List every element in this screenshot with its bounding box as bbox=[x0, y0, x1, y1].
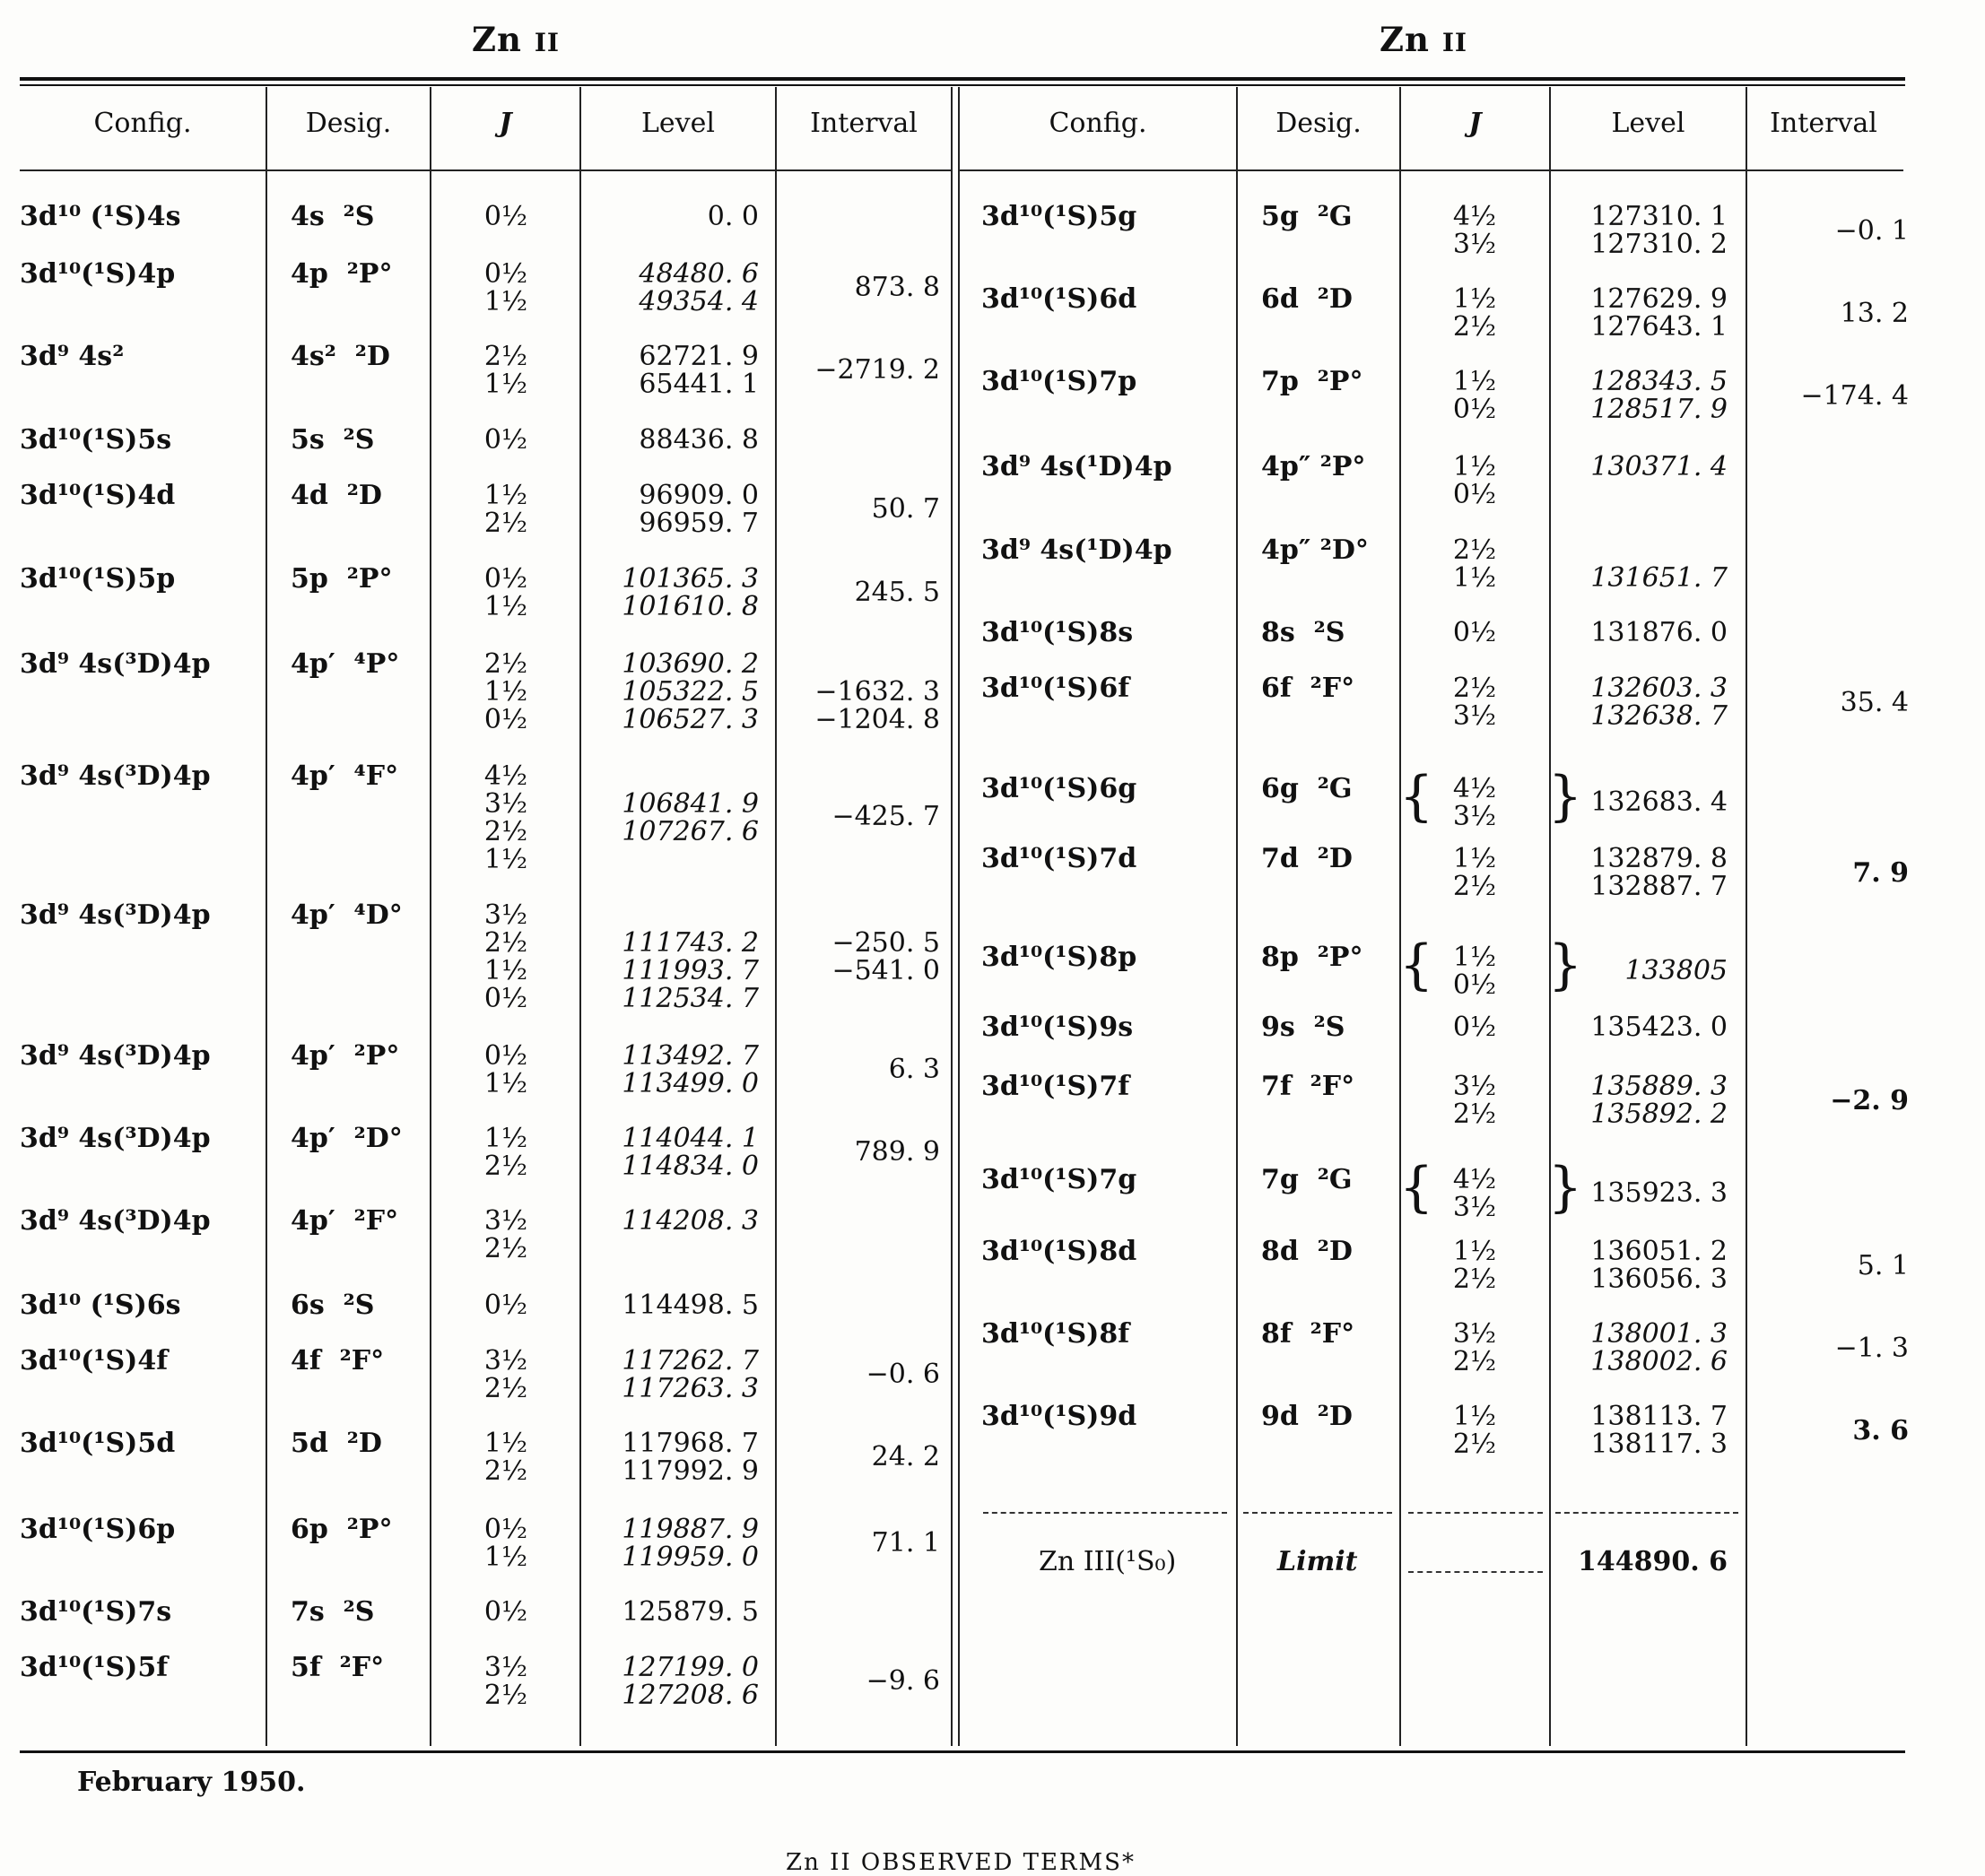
cell-j: 4½ 3½ bbox=[1452, 1164, 1497, 1223]
cell-config: 3d⁹ 4s(³D)4p bbox=[20, 899, 211, 931]
cell-j: 3½ 2½ 1½ 0½ bbox=[483, 899, 528, 1014]
cell-interval: 3. 6 bbox=[1852, 1415, 1909, 1446]
header-interval-left: Interval bbox=[810, 108, 918, 139]
cell-level: 106841. 9 107267. 6 bbox=[622, 788, 759, 847]
cell-level: 48480. 6 49354. 4 bbox=[639, 258, 759, 317]
header-config-left: Config. bbox=[93, 108, 192, 139]
cell-level: 135423. 0 bbox=[1590, 1012, 1728, 1043]
cell-config: 3d¹⁰(¹S)6d bbox=[981, 283, 1137, 315]
dashed-rule bbox=[1243, 1512, 1392, 1514]
cell-desig: 5p ²P° bbox=[291, 563, 393, 595]
cell-j: 2½ 3½ bbox=[1452, 673, 1497, 732]
cell-j: 0½ 1½ bbox=[483, 1514, 528, 1573]
cell-j: 3½ 2½ bbox=[483, 1345, 528, 1404]
cell-level: 132603. 3 132638. 7 bbox=[1590, 673, 1728, 732]
cell-j: 0½ bbox=[483, 424, 528, 456]
cell-level: 101365. 3 101610. 8 bbox=[622, 563, 759, 622]
cell-level: 136051. 2 136056. 3 bbox=[1590, 1236, 1728, 1295]
cell-j: 4½ 3½ bbox=[1452, 201, 1497, 260]
col-divider bbox=[1236, 87, 1238, 1746]
cell-config: 3d¹⁰ (¹S)4s bbox=[20, 201, 181, 232]
cell-level: 0. 0 bbox=[707, 201, 759, 232]
bottom-rule bbox=[20, 1750, 1905, 1753]
cell-interval: 50. 7 bbox=[871, 493, 940, 525]
cell-desig: 8s ²S bbox=[1261, 617, 1345, 648]
cell-level: 127199. 0 127208. 6 bbox=[622, 1652, 759, 1711]
cell-interval: −2. 9 bbox=[1830, 1085, 1909, 1116]
cell-config: 3d¹⁰(¹S)7g bbox=[981, 1164, 1137, 1195]
cell-interval: 7. 9 bbox=[1852, 857, 1909, 889]
cell-j: 3½ 2½ bbox=[483, 1652, 528, 1711]
cell-interval: −0. 1 bbox=[1834, 215, 1909, 247]
cell-level: 131876. 0 bbox=[1590, 617, 1728, 648]
cell-level: 133805 bbox=[1624, 955, 1728, 986]
top-rule-thin bbox=[20, 84, 1905, 86]
cell-j: 3½ 2½ bbox=[483, 1205, 528, 1264]
cell-config: 3d¹⁰(¹S)5s bbox=[20, 424, 172, 456]
cell-j: 4½ 3½ bbox=[1452, 773, 1497, 832]
cell-j: 0½ bbox=[483, 1596, 528, 1628]
cell-j: 2½ 1½ bbox=[483, 341, 528, 400]
header-config-right: Config. bbox=[1049, 108, 1147, 139]
cell-j: 0½ bbox=[1452, 1012, 1497, 1043]
cell-interval: 35. 4 bbox=[1840, 687, 1909, 718]
cell-desig: 4p′ ²P° bbox=[291, 1040, 400, 1072]
cell-config: 3d¹⁰(¹S)7s bbox=[20, 1596, 172, 1628]
cell-interval: −0. 6 bbox=[866, 1359, 940, 1390]
cell-interval: −1632. 3 −1204. 8 bbox=[814, 676, 940, 735]
cell-level: 128343. 5 128517. 9 bbox=[1590, 366, 1728, 425]
cell-config: 3d¹⁰(¹S)8s bbox=[981, 617, 1134, 648]
cell-level: 119887. 9 119959. 0 bbox=[622, 1514, 759, 1573]
cell-level: 96909. 0 96959. 7 bbox=[639, 480, 759, 539]
cell-j: 2½ 1½ 0½ bbox=[483, 648, 528, 735]
cell-level: 114044. 1 114834. 0 bbox=[622, 1123, 759, 1182]
cell-level: 114208. 3 bbox=[622, 1205, 759, 1237]
cell-interval: −250. 5 −541. 0 bbox=[831, 927, 940, 986]
col-divider bbox=[430, 87, 431, 1746]
cell-level: 113492. 7 113499. 0 bbox=[622, 1040, 759, 1099]
cell-config: 3d¹⁰(¹S)8p bbox=[981, 942, 1137, 973]
page-title-right: Zn II bbox=[1380, 20, 1468, 59]
cell-level: 135923. 3 bbox=[1590, 1177, 1728, 1209]
cell-desig: 9s ²S bbox=[1261, 1012, 1345, 1043]
cell-desig: 4p′ ²D° bbox=[291, 1123, 403, 1154]
header-level-right: Level bbox=[1611, 108, 1685, 139]
cell-desig: 4f ²F° bbox=[291, 1345, 385, 1377]
cell-j: 0½ 1½ bbox=[483, 1040, 528, 1099]
cell-config: 3d¹⁰(¹S)5f bbox=[20, 1652, 169, 1683]
cell-desig: 4p′ ⁴P° bbox=[291, 648, 400, 680]
cell-level: 127629. 9 127643. 1 bbox=[1590, 283, 1728, 343]
right-brace-icon: } bbox=[1548, 934, 1583, 996]
cell-level: 127310. 1 127310. 2 bbox=[1590, 201, 1728, 260]
cell-config: 3d¹⁰(¹S)6f bbox=[981, 673, 1130, 704]
cell-level: 132879. 8 132887. 7 bbox=[1590, 843, 1728, 902]
cell-level: 88436. 8 bbox=[639, 424, 759, 456]
cell-j: 0½ bbox=[483, 201, 528, 232]
page-title-left: Zn II bbox=[472, 20, 561, 59]
cell-desig: 7s ²S bbox=[291, 1596, 375, 1628]
col-divider bbox=[1399, 87, 1401, 1746]
cell-level: 138113. 7 138117. 3 bbox=[1590, 1401, 1728, 1460]
cell-interval: −2719. 2 bbox=[814, 354, 940, 386]
cell-desig: 5g ²G bbox=[1261, 201, 1353, 232]
cell-desig: 7g ²G bbox=[1261, 1164, 1353, 1195]
cell-config: 3d¹⁰(¹S)5d bbox=[20, 1428, 176, 1459]
cell-level: 117968. 7 117992. 9 bbox=[622, 1428, 759, 1487]
left-brace-icon: { bbox=[1399, 934, 1434, 996]
cell-j: 3½ 2½ bbox=[1452, 1071, 1497, 1130]
cell-desig: 4p″ ²P° bbox=[1261, 451, 1366, 482]
cell-interval: 5. 1 bbox=[1857, 1250, 1909, 1281]
cell-desig: 7d ²D bbox=[1261, 843, 1353, 874]
cell-config: 3d⁹ 4s(³D)4p bbox=[20, 1123, 211, 1154]
cell-desig: 6f ²F° bbox=[1261, 673, 1355, 704]
cell-desig: 5f ²F° bbox=[291, 1652, 385, 1683]
limit-level: 144890. 6 bbox=[1577, 1546, 1728, 1577]
cell-config: 3d¹⁰(¹S)4f bbox=[20, 1345, 169, 1377]
cell-desig: 7f ²F° bbox=[1261, 1071, 1355, 1102]
header-j-left: J bbox=[499, 108, 512, 139]
cell-desig: 4p′ ²F° bbox=[291, 1205, 399, 1237]
cell-desig: 4p ²P° bbox=[291, 258, 393, 290]
cell-j: 1½ 0½ bbox=[1452, 942, 1497, 1001]
footer-date: February 1950. bbox=[77, 1767, 306, 1798]
cell-config: 3d¹⁰(¹S)9d bbox=[981, 1401, 1137, 1432]
cell-level: 103690. 2 105322. 5 106527. 3 bbox=[622, 648, 759, 735]
cell-j: 0½ 1½ bbox=[483, 258, 528, 317]
cell-interval: 245. 5 bbox=[854, 577, 940, 608]
cell-j: 1½ 2½ bbox=[1452, 843, 1497, 902]
dashed-rule bbox=[1408, 1512, 1543, 1514]
cell-interval: 13. 2 bbox=[1840, 298, 1909, 329]
cell-level: 135889. 3 135892. 2 bbox=[1590, 1071, 1728, 1130]
cell-j: 1½ 2½ bbox=[1452, 1236, 1497, 1295]
cell-config: 3d⁹ 4s(¹D)4p bbox=[981, 534, 1172, 566]
dashed-rule bbox=[983, 1512, 1227, 1514]
header-underline-right bbox=[958, 169, 1903, 171]
limit-config: Zn III(¹S₀) bbox=[1039, 1546, 1177, 1577]
cell-config: 3d¹⁰(¹S)7p bbox=[981, 366, 1137, 397]
right-brace-icon: } bbox=[1548, 765, 1583, 828]
col-divider bbox=[266, 87, 267, 1746]
cell-j: 1½ 2½ bbox=[483, 1428, 528, 1487]
cell-desig: 8f ²F° bbox=[1261, 1318, 1355, 1350]
cell-desig: 4d ²D bbox=[291, 480, 382, 511]
cell-desig: 6s ²S bbox=[291, 1290, 375, 1321]
cell-level: 117262. 7 117263. 3 bbox=[622, 1345, 759, 1404]
cell-level: 130371. 4 bbox=[1590, 451, 1728, 482]
cell-config: 3d¹⁰(¹S)6p bbox=[20, 1514, 176, 1545]
header-j-right: J bbox=[1468, 108, 1482, 139]
cell-interval: −174. 4 bbox=[1800, 380, 1909, 412]
cell-config: 3d¹⁰(¹S)9s bbox=[981, 1012, 1134, 1043]
col-divider bbox=[775, 87, 777, 1746]
cell-j: 1½ 2½ bbox=[1452, 1401, 1497, 1460]
cell-desig: 5s ²S bbox=[291, 424, 375, 456]
dashed-rule bbox=[1555, 1512, 1738, 1514]
cell-level: 132683. 4 bbox=[1590, 786, 1728, 818]
cell-config: 3d⁹ 4s² bbox=[20, 341, 125, 372]
left-brace-icon: { bbox=[1399, 1156, 1434, 1219]
cell-j: 1½ 2½ bbox=[483, 1123, 528, 1182]
cell-j: 2½ 1½ bbox=[1452, 534, 1497, 594]
cell-interval: −425. 7 bbox=[831, 801, 940, 832]
cell-interval: 71. 1 bbox=[871, 1527, 940, 1559]
cell-desig: 6p ²P° bbox=[291, 1514, 393, 1545]
cell-j: 3½ 2½ bbox=[1452, 1318, 1497, 1377]
col-divider bbox=[951, 87, 953, 1746]
footer-caption: Zn II OBSERVED TERMS* bbox=[786, 1849, 1136, 1876]
cell-desig: 9d ²D bbox=[1261, 1401, 1353, 1432]
cell-level: 111743. 2 111993. 7 112534. 7 bbox=[622, 927, 759, 1014]
cell-config: 3d¹⁰(¹S)7d bbox=[981, 843, 1137, 874]
cell-j: 1½ 2½ bbox=[1452, 283, 1497, 343]
cell-config: 3d⁹ 4s(³D)4p bbox=[20, 1205, 211, 1237]
cell-desig: 8d ²D bbox=[1261, 1236, 1353, 1267]
cell-config: 3d¹⁰(¹S)4p bbox=[20, 258, 176, 290]
cell-desig: 8p ²P° bbox=[1261, 942, 1363, 973]
cell-desig: 6d ²D bbox=[1261, 283, 1353, 315]
cell-config: 3d¹⁰(¹S)5g bbox=[981, 201, 1137, 232]
cell-level: 125879. 5 bbox=[622, 1596, 759, 1628]
cell-config: 3d⁹ 4s(¹D)4p bbox=[981, 451, 1172, 482]
cell-config: 3d¹⁰(¹S)5p bbox=[20, 563, 176, 595]
cell-interval: −9. 6 bbox=[866, 1665, 940, 1697]
cell-config: 3d¹⁰(¹S)6g bbox=[981, 773, 1137, 804]
cell-config: 3d¹⁰(¹S)4d bbox=[20, 480, 176, 511]
limit-desig: Limit bbox=[1277, 1546, 1358, 1577]
cell-interval: 789. 9 bbox=[854, 1136, 940, 1168]
cell-interval: 873. 8 bbox=[854, 272, 940, 303]
cell-j: 0½ bbox=[483, 1290, 528, 1321]
cell-config: 3d⁹ 4s(³D)4p bbox=[20, 648, 211, 680]
cell-desig: 4s² ²D bbox=[291, 341, 390, 372]
cell-config: 3d⁹ 4s(³D)4p bbox=[20, 1040, 211, 1072]
left-brace-icon: { bbox=[1399, 765, 1434, 828]
cell-config: 3d¹⁰(¹S)8d bbox=[981, 1236, 1137, 1267]
cell-config: 3d¹⁰(¹S)8f bbox=[981, 1318, 1130, 1350]
cell-config: 3d¹⁰ (¹S)6s bbox=[20, 1290, 181, 1321]
cell-config: 3d⁹ 4s(³D)4p bbox=[20, 760, 211, 792]
cell-j: 1½ 2½ bbox=[483, 480, 528, 539]
header-underline-left bbox=[20, 169, 951, 171]
right-brace-icon: } bbox=[1548, 1156, 1583, 1219]
header-desig-left: Desig. bbox=[305, 108, 392, 139]
cell-j: 1½ 0½ bbox=[1452, 366, 1497, 425]
cell-j: 0½ 1½ bbox=[483, 563, 528, 622]
cell-level: 114498. 5 bbox=[622, 1290, 759, 1321]
top-rule bbox=[20, 77, 1905, 81]
cell-desig: 4p′ ⁴D° bbox=[291, 899, 403, 931]
cell-desig: 6g ²G bbox=[1261, 773, 1353, 804]
header-interval-right: Interval bbox=[1770, 108, 1877, 139]
cell-j: 1½ 0½ bbox=[1452, 451, 1497, 510]
cell-config: 3d¹⁰(¹S)7f bbox=[981, 1071, 1130, 1102]
cell-level: 62721. 9 65441. 1 bbox=[639, 341, 759, 400]
cell-j: 0½ bbox=[1452, 617, 1497, 648]
header-desig-right: Desig. bbox=[1275, 108, 1362, 139]
cell-desig: 4s ²S bbox=[291, 201, 375, 232]
cell-desig: 7p ²P° bbox=[1261, 366, 1363, 397]
cell-interval: 24. 2 bbox=[871, 1441, 940, 1472]
cell-desig: 4p′ ⁴F° bbox=[291, 760, 399, 792]
cell-interval: 6. 3 bbox=[888, 1054, 940, 1085]
header-level-left: Level bbox=[641, 108, 715, 139]
cell-desig: 5d ²D bbox=[291, 1428, 382, 1459]
col-divider bbox=[1746, 87, 1747, 1746]
cell-level: 138001. 3 138002. 6 bbox=[1590, 1318, 1728, 1377]
cell-level: 131651. 7 bbox=[1590, 562, 1728, 594]
cell-interval: −1. 3 bbox=[1834, 1333, 1909, 1364]
col-divider-double bbox=[958, 87, 960, 1746]
cell-j: 4½ 3½ 2½ 1½ bbox=[483, 760, 528, 875]
cell-desig: 4p″ ²D° bbox=[1261, 534, 1369, 566]
